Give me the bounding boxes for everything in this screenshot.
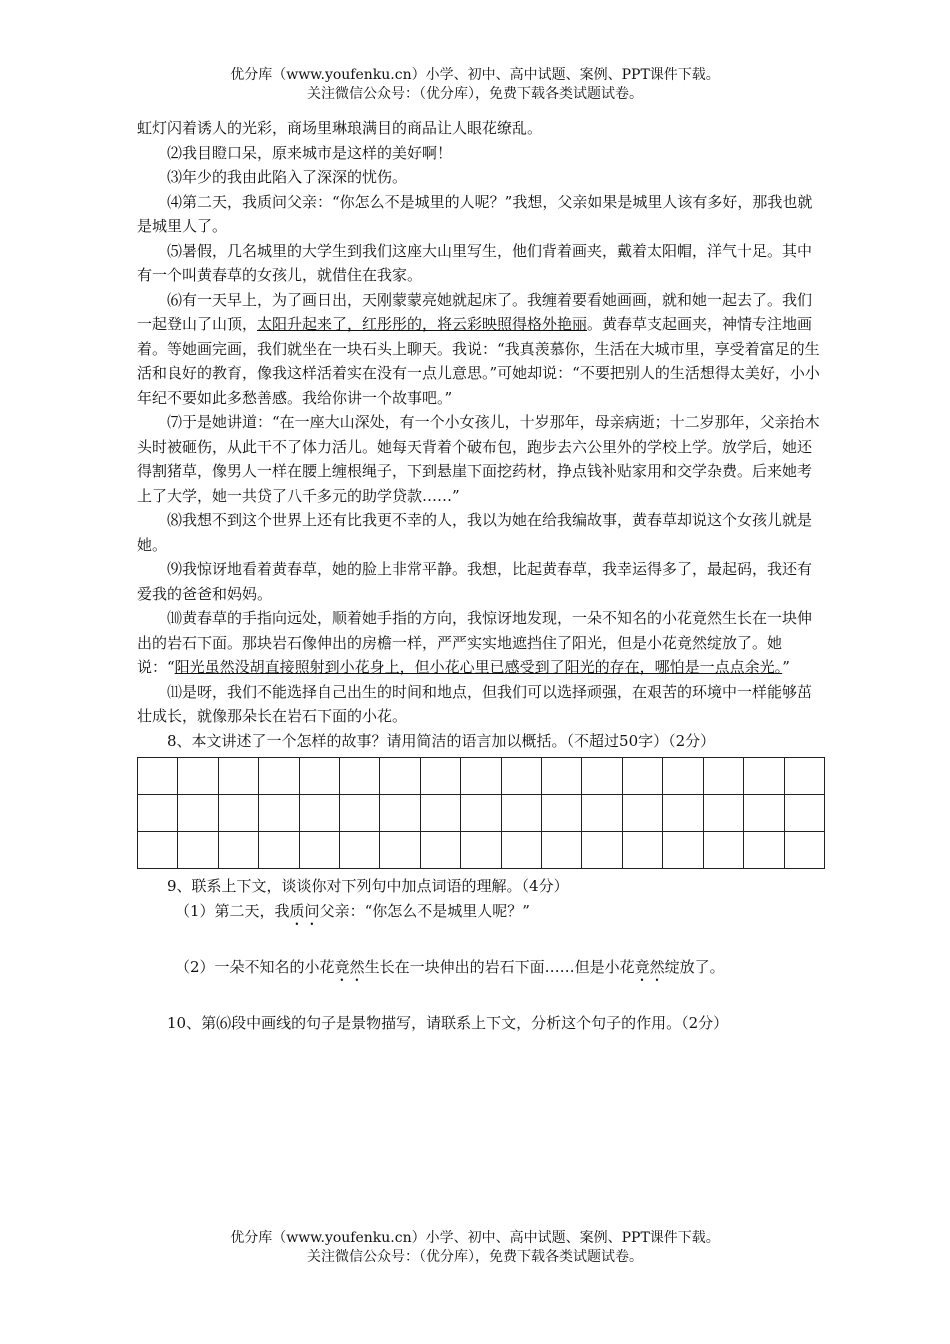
header-line-1: 优分库（www.youfenku.cn）小学、初中、高中试题、案例、PPT课件下载。	[230, 67, 720, 83]
paragraph-6-text-a: ⑹有一天早上，为了画日出，天刚蒙蒙亮她就起床了。我缠着要看她画画，就和她一起去了。我们一起登山了山顶，	[137, 290, 813, 333]
answer-grid-cell[interactable]	[340, 758, 380, 795]
answer-grid-cell[interactable]	[340, 795, 380, 832]
answer-grid-cell[interactable]	[663, 758, 703, 795]
paragraph-6	[137, 288, 825, 411]
page-footer	[0, 1229, 950, 1267]
answer-grid-cell[interactable]	[622, 795, 662, 832]
answer-grid-cell[interactable]	[299, 758, 339, 795]
paragraph-2: ⑵我目瞪口呆，原来城市是这样的美好啊！	[167, 143, 453, 162]
question-8: 8、本文讲述了一个怎样的故事？请用简洁的语言加以概括。（不超过50字）（2分）	[167, 731, 716, 750]
answer-grid-cell[interactable]	[340, 832, 380, 869]
answer-grid-cell[interactable]	[744, 795, 784, 832]
answer-grid-cell[interactable]	[501, 795, 541, 832]
answer-grid-cell[interactable]	[380, 832, 420, 869]
answer-grid-cell[interactable]	[582, 758, 622, 795]
paragraph-7: ⑺于是她讲道：“在一座大山深处，有一个小女孩儿，十岁那年，母亲病逝；十二岁那年，父亲抬木头时被砸伤，从此干不了体力活儿。她每天背着个破布包，跑步去六公里外的学校上学。放学后，她还得割猪草，像男人一样在腰上缠根绳子，下到悬崖下面挖药材，挣点钱补贴家用和交学杂费。后来她考上了大学，她一共贷了八千多元的助学贷款……”	[137, 413, 820, 505]
answer-grid-cell[interactable]	[461, 758, 501, 795]
paragraph-4: ⑷第二天，我质问父亲：“你怎么不是城里的人呢？”我想，父亲如果是城里人该有多好，那我也就是城里人了。	[137, 192, 813, 235]
answer-grid-cell[interactable]	[218, 832, 258, 869]
question-9: 9、联系上下文，谈谈你对下列句中加点词语的理解。（4分）	[167, 877, 569, 895]
paragraph-6-text-b: 。黄春草支起画夹，神情专注地画着。等她画完画，我们就坐在一块石头上聊天。我说：“我真羡慕你，生活在大城市里，享受着富足的生活和良好的教育，像我这样活着实在没有一点儿意思。”可她却说：“不要把别人的生活想得太美好，小小年纪不要如此多愁善感。我给你讲一个故事吧。”	[137, 315, 820, 407]
answer-grid-cell[interactable]	[178, 795, 218, 832]
answer-grid-cell[interactable]	[259, 832, 299, 869]
answer-grid-cell[interactable]	[542, 758, 582, 795]
answer-grid-cell[interactable]	[784, 832, 825, 869]
question-10: 10、第⑹段中画线的句子是景物描写，请联系上下文，分析这个句子的作用。（2分）	[167, 1013, 729, 1032]
answer-grid-cell[interactable]	[138, 795, 178, 832]
answer-grid-cell[interactable]	[622, 758, 662, 795]
answer-grid-cell[interactable]	[380, 795, 420, 832]
question-9-item-2	[137, 955, 825, 985]
answer-grid-cell[interactable]	[259, 758, 299, 795]
answer-grid-cell[interactable]	[663, 832, 703, 869]
answer-grid-cell[interactable]	[420, 832, 460, 869]
answer-grid-cell[interactable]	[461, 795, 501, 832]
paragraph-9: ⑼我惊讶地看着黄春草，她的脸上非常平静。我想，比起黄春草，我幸运得多了，最起码，我还有爱我的爸爸和妈妈。	[137, 560, 813, 603]
answer-grid-cell[interactable]	[703, 832, 743, 869]
paragraph-8: ⑻我想不到这个世界上还有比我更不幸的人，我以为她在给我编故事，黄春草却说这个女孩儿就是她。	[137, 511, 813, 554]
answer-grid-cell[interactable]	[218, 795, 258, 832]
answer-grid-cell[interactable]	[501, 758, 541, 795]
answer-grid-row	[138, 795, 825, 832]
answer-grid-cell[interactable]	[744, 758, 784, 795]
answer-grid-cell[interactable]	[703, 795, 743, 832]
answer-grid-cell[interactable]	[178, 832, 218, 869]
answer-grid-cell[interactable]	[501, 832, 541, 869]
answer-grid-cell[interactable]	[259, 795, 299, 832]
paragraph-3: ⑶年少的我由此陷入了深深的忧伤。	[167, 168, 408, 186]
answer-grid-cell[interactable]	[420, 758, 460, 795]
answer-grid[interactable]	[137, 757, 825, 869]
answer-grid-cell[interactable]	[784, 795, 825, 832]
answer-grid-cell[interactable]	[299, 795, 339, 832]
answer-grid-cell[interactable]	[461, 832, 501, 869]
answer-grid-cell[interactable]	[703, 758, 743, 795]
q9-2-text-c: 绽放了。	[664, 957, 725, 976]
answer-grid-cell[interactable]	[622, 832, 662, 869]
answer-grid-cell[interactable]	[663, 795, 703, 832]
q9-2-text-b: 生长在一块伸出的岩石下面……但是小花	[364, 957, 635, 976]
answer-grid-cell[interactable]	[138, 832, 178, 869]
answer-grid-cell[interactable]	[784, 758, 825, 795]
answer-grid-cell[interactable]	[138, 758, 178, 795]
paragraph-11: ⑾是呀，我们不能选择自己出生的时间和地点，但我们可以选择顽强，在艰苦的环境中一样能够茁壮成长，就像那朵长在岩石下面的小花。	[137, 682, 813, 725]
underlined-scenery-sentence: 太阳升起来了，红彤彤的，将云彩映照得格外艳丽	[257, 315, 588, 333]
page-header	[0, 66, 950, 104]
answer-grid-cell[interactable]	[582, 832, 622, 869]
paragraph-5: ⑸暑假，几名城里的大学生到我们这座大山里写生，他们背着画夹，戴着太阳帽，洋气十足。其中有一个叫黄春草的女孩儿，就借住在我家。	[137, 241, 813, 284]
paragraph-10-text-a: ⑽黄春草的手指向远处，顺着她手指的方向，我惊讶地发现，一朵不知名的小花竟然生长在一块伸出的岩石下面。那块岩石像伸出的房檐一样，严严实实地遮挡住了阳光，但是小花竟然绽放了。她说：“	[137, 609, 813, 676]
emphasized-word-jingran-1: 竟然	[334, 957, 365, 976]
paragraph-10	[137, 606, 825, 680]
answer-grid-cell[interactable]	[542, 795, 582, 832]
answer-grid-cell[interactable]	[218, 758, 258, 795]
answer-grid-cell[interactable]	[299, 832, 339, 869]
underlined-flower-sentence: 阳光虽然没胡直接照射到小花身上，但小花心里已感受到了阳光的存在，哪怕是一点点余光。	[174, 658, 783, 676]
q9-2-text-a: （2）一朵不知名的小花	[175, 957, 335, 976]
q9-1-text-b: 父亲：“你怎么不是城里人呢？”	[319, 901, 530, 920]
answer-grid-cell[interactable]	[744, 832, 784, 869]
paragraph-1-continued: 虹灯闪着诱人的光彩，商场里琳琅满目的商品让人眼花缭乱。	[137, 119, 543, 137]
answer-grid-cell[interactable]	[178, 758, 218, 795]
exam-content	[137, 116, 825, 1035]
footer-line-1: 优分库（www.youfenku.cn）小学、初中、高中试题、案例、PPT课件下载。	[230, 1230, 720, 1246]
answer-grid-row	[138, 758, 825, 795]
emphasized-word-jingran-2: 竟然	[634, 957, 665, 976]
header-line-2: 关注微信公众号：（优分库），免费下载各类试题试卷。	[307, 86, 643, 102]
emphasized-word-zhiwen: 质问	[289, 901, 320, 920]
answer-grid-row	[138, 832, 825, 869]
answer-grid-cell[interactable]	[380, 758, 420, 795]
paragraph-10-text-b: ”	[782, 658, 790, 676]
answer-grid-cell[interactable]	[420, 795, 460, 832]
question-9-item-1	[137, 899, 825, 929]
answer-grid-cell[interactable]	[582, 795, 622, 832]
footer-line-2: 关注微信公众号：（优分库），免费下载各类试题试卷。	[307, 1249, 643, 1265]
q9-1-text-a: （1）第二天，我	[175, 901, 290, 920]
answer-grid-cell[interactable]	[542, 832, 582, 869]
